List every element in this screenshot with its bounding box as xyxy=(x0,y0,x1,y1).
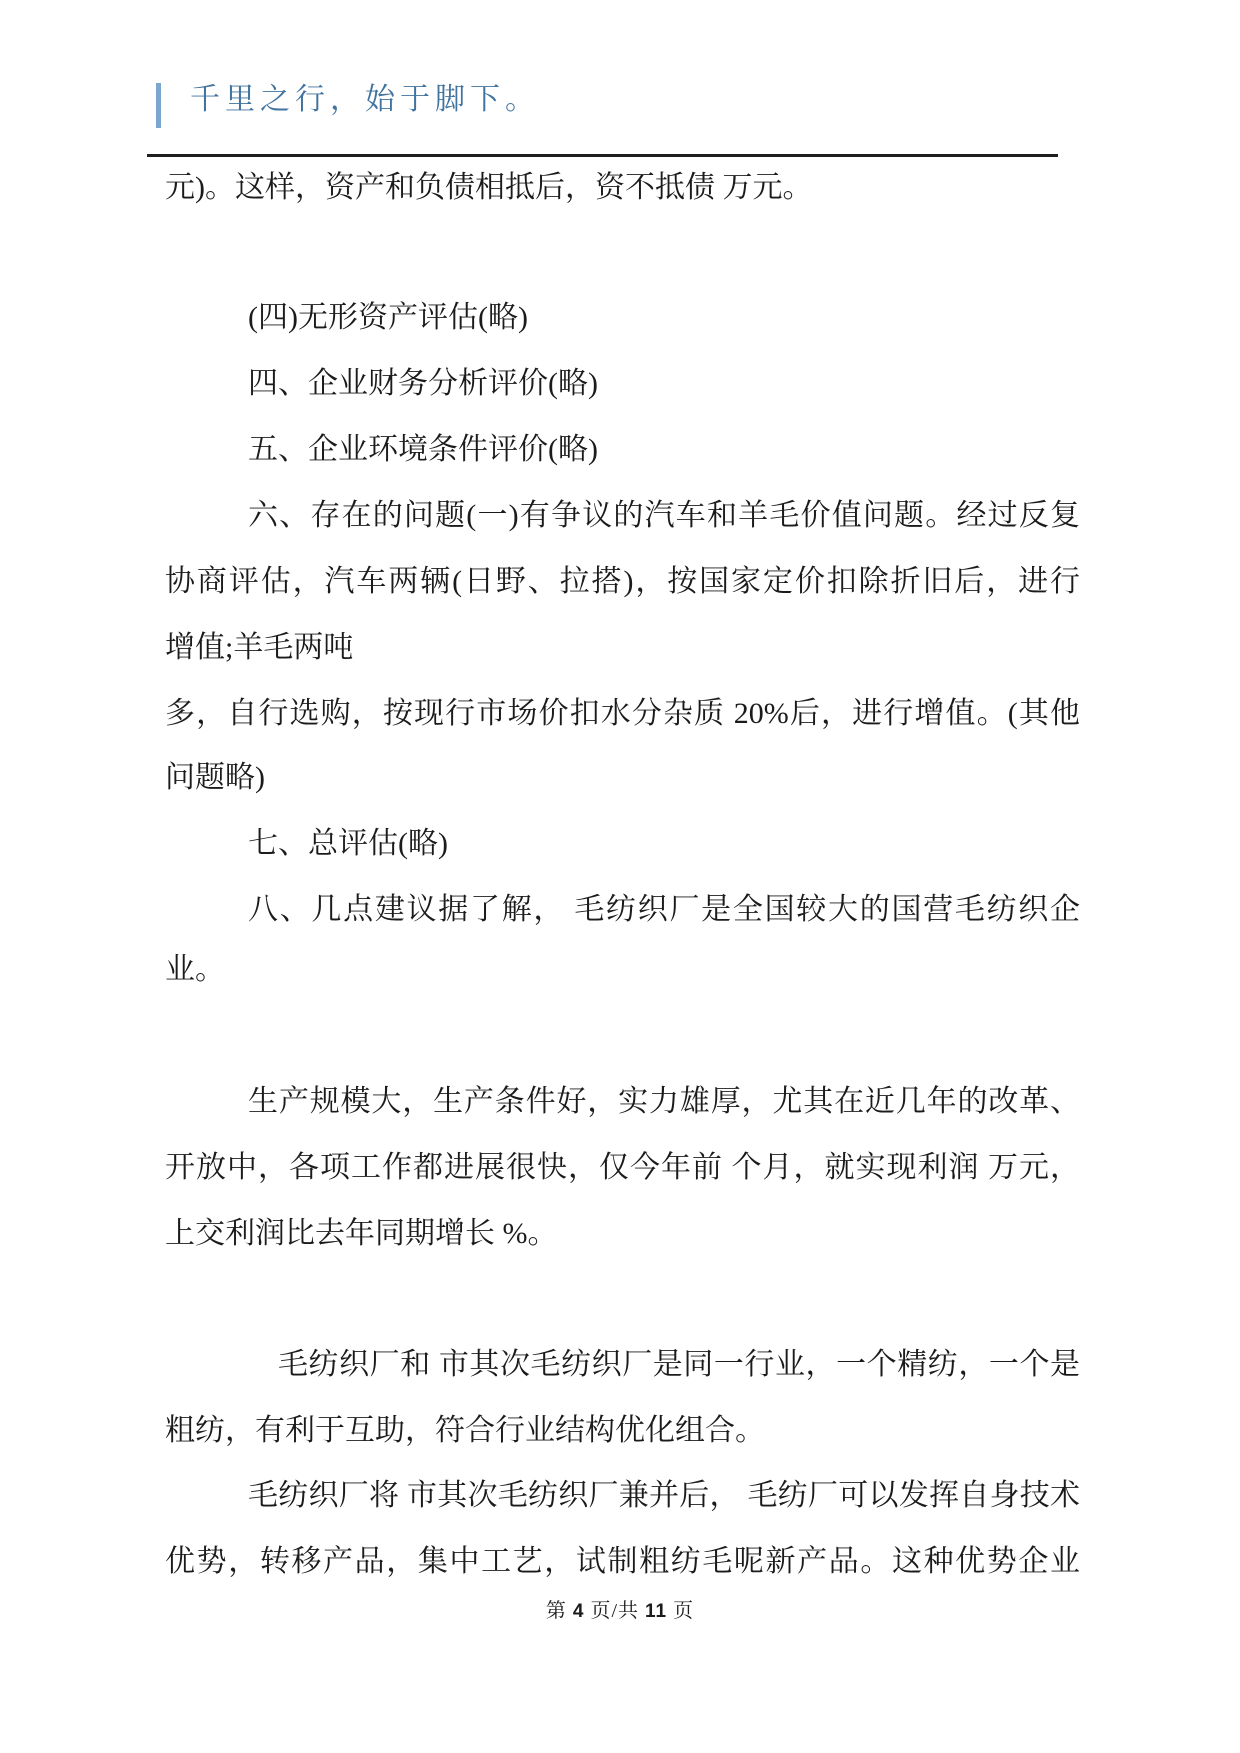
body-line-6: 协商评估，汽车两辆(日野、拉搭)，按国家定价扣除折旧后，进行 xyxy=(165,565,1080,598)
body-line-16: 毛纺织厂和 市其次毛纺织厂是同一行业，一个精纺，一个是 xyxy=(278,1348,1080,1381)
body-line-5: 六、存在的问题(一)有争议的汽车和羊毛价值问题。经过反复 xyxy=(248,499,1080,532)
body-line-3: 四、企业财务分析评价(略) xyxy=(248,367,598,400)
header-accent-bar xyxy=(156,83,161,128)
body-line-18: 毛纺织厂将 市其次毛纺织厂兼并后， 毛纺厂可以发挥自身技术 xyxy=(248,1479,1080,1512)
body-line-14: 开放中，各项工作都进展很快，仅今年前 个月，就实现利润 万元， xyxy=(165,1151,1080,1184)
body-line-17: 粗纺，有利于互助，符合行业结构优化组合。 xyxy=(165,1414,765,1447)
header-divider xyxy=(147,154,1058,157)
body-line-15: 上交利润比去年同期增长 %。 xyxy=(165,1217,558,1250)
page-footer xyxy=(0,1598,1240,1625)
body-line-2: (四)无形资产评估(略) xyxy=(248,301,528,334)
body-line-13: 生产规模大，生产条件好，实力雄厚，尤其在近几年的改革、 xyxy=(248,1085,1080,1118)
body-line-10: 七、总评估(略) xyxy=(248,827,448,860)
footer-prefix: 第 xyxy=(545,1600,567,1622)
body-line-11: 八、几点建议据了解， 毛纺织厂是全国较大的国营毛纺织企 xyxy=(248,893,1080,926)
body-line-19: 优势，转移产品，集中工艺，试制粗纺毛呢新产品。这种优势企业 xyxy=(165,1545,1080,1578)
body-line-9: 问题略) xyxy=(165,761,265,794)
footer-suffix: 页 xyxy=(673,1600,695,1622)
header-motto: 千里之行，始于脚下。 xyxy=(190,83,540,116)
body-line-1: 元)。这样，资产和负债相抵后，资不抵债 万元。 xyxy=(165,171,813,204)
body-line-12: 业。 xyxy=(165,953,225,986)
body-line-7: 增值;羊毛两吨 xyxy=(165,631,354,664)
body-line-8: 多，自行选购，按现行市场价扣水分杂质 20%后，进行增值。(其他 xyxy=(165,697,1080,730)
footer-middle: 页/共 xyxy=(590,1600,640,1622)
footer-page-number: 4 xyxy=(572,1601,585,1622)
footer-total-pages: 11 xyxy=(645,1601,668,1622)
body-line-4: 五、企业环境条件评价(略) xyxy=(248,433,598,466)
